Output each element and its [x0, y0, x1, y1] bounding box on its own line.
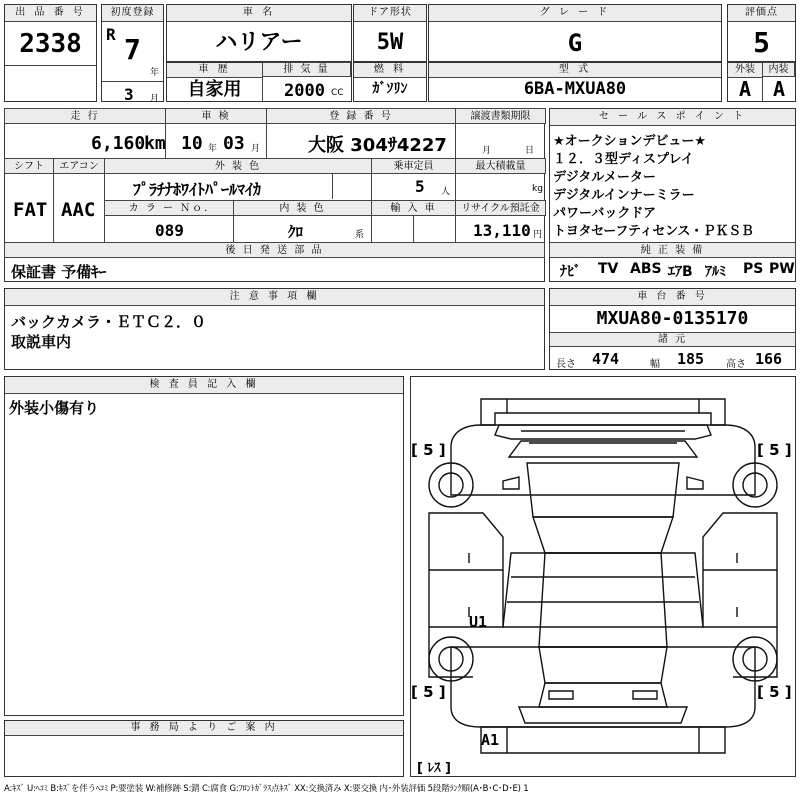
- inspection-label: 車 検: [165, 108, 267, 124]
- first-reg-year: 7: [124, 33, 141, 66]
- exterior-color-value: ﾌﾟﾗﾁﾅﾎﾜｲﾄﾊﾟｰﾙﾏｲｶ: [133, 180, 262, 199]
- sales-point-2: １２．３型ディスプレイ: [553, 152, 694, 167]
- history-value: 自家用: [187, 79, 242, 100]
- damage-mark-u1: U1: [469, 613, 488, 631]
- spec-height-value: 166: [755, 350, 783, 368]
- grade-value: G: [567, 29, 583, 57]
- interior-color-value: ｸﾛ: [288, 223, 304, 241]
- spec-height-label: 高さ: [726, 359, 746, 370]
- ext-int-box: [727, 62, 796, 102]
- max-load-label: 最大積載量: [455, 158, 546, 174]
- fuel-value: ｶﾞｿﾘﾝ: [372, 81, 408, 97]
- spec-length-value: 474: [592, 350, 620, 368]
- capacity-value: 5: [415, 177, 425, 196]
- inspection-month-unit: 月: [251, 144, 261, 154]
- tire-rear-right-score: [ 5 ]: [757, 683, 792, 701]
- shift-label: シフト: [4, 158, 54, 174]
- sales-points-label: セ ー ル ス ポ イ ン ト: [550, 109, 795, 126]
- inspection-year-unit: 年: [208, 144, 218, 154]
- spec-label: 諸 元: [549, 332, 796, 347]
- mileage-value: 6,160: [91, 133, 146, 154]
- chassis-value: MXUA80-0135170: [596, 308, 749, 329]
- inspector-box: [4, 376, 404, 716]
- shift-value: FAT: [13, 199, 48, 221]
- history-box: [166, 62, 352, 102]
- sales-point-1: ★オークションデビュー★: [553, 134, 707, 149]
- later-parts-label: 後 日 発 送 部 品: [4, 242, 545, 258]
- sales-points-box: [549, 108, 796, 282]
- grade-box: [428, 4, 722, 62]
- import-label: 輸 入 車: [371, 200, 456, 216]
- damage-mark-a1: A1: [481, 731, 500, 749]
- car-name-value: ハリアー: [215, 30, 303, 55]
- lot-label: 出 品 番 号: [5, 5, 96, 22]
- car-name-label: 車 名: [167, 5, 351, 22]
- chassis-label: 車 台 番 号: [550, 289, 795, 306]
- later-parts-value: 保証書 予備ｷｰ: [11, 263, 107, 281]
- sales-point-4: デジタルインナーミラー: [553, 188, 695, 203]
- office-box: [4, 720, 404, 777]
- office-label: 事 務 局 よ り ご 案 内: [5, 721, 403, 736]
- interior-label: 内装: [762, 62, 795, 77]
- notes-line-1: バックカメラ・ＥＴＣ２．０: [11, 313, 207, 331]
- color-no-value: 089: [155, 221, 184, 240]
- month-unit: 月: [150, 94, 160, 104]
- score-label: 評価点: [728, 5, 795, 22]
- tire-front-left-score: [ 5 ]: [411, 441, 446, 459]
- equipment-item-pw: PW: [769, 261, 795, 277]
- notes-line-2: 取説車内: [11, 333, 72, 351]
- aircon-value: AAC: [61, 199, 96, 221]
- door-value: 5W: [376, 30, 404, 55]
- inspector-note: 外装小傷有り: [9, 399, 100, 417]
- first-registration-box: [101, 4, 164, 102]
- spec-length-label: 長さ: [556, 359, 576, 370]
- door-label: ドア形状: [354, 5, 426, 22]
- model-label: 型 式: [429, 63, 721, 78]
- fuel-box: [353, 62, 427, 102]
- notes-box: [4, 288, 545, 370]
- transfer-label: 譲渡書類期限: [455, 108, 546, 124]
- score-value: 5: [753, 26, 770, 59]
- equipment-item-tv: TV: [598, 261, 619, 277]
- capacity-unit: 人: [441, 187, 451, 197]
- inspector-label: 検 査 員 記 入 欄: [5, 377, 403, 394]
- car-damage-diagram: [411, 377, 795, 776]
- sales-point-3: デジタルメーター: [553, 170, 656, 185]
- displacement-value: 2000: [284, 81, 325, 101]
- model-value: 6BA-MXUA80: [523, 79, 627, 99]
- inspection-month: 03: [223, 133, 245, 154]
- era-letter: R: [106, 25, 116, 44]
- door-box: [353, 4, 427, 62]
- interior-value: A: [772, 77, 786, 101]
- exterior-value: A: [738, 77, 752, 101]
- displacement-label: 排 気 量: [262, 62, 351, 77]
- grade-label: グ レ ー ド: [429, 5, 721, 22]
- year-unit: 年: [150, 68, 160, 78]
- model-box: [428, 62, 722, 102]
- interior-color-label: 内 装 色: [233, 200, 372, 216]
- equipment-item-abs: ABS: [630, 261, 662, 277]
- recycle-unit: 円: [533, 230, 543, 240]
- notes-label: 注 意 事 項 欄: [5, 289, 544, 306]
- max-load-unit: kg: [532, 184, 543, 194]
- equipment-label: 純 正 装 備: [549, 242, 796, 258]
- legend-text: A:ｷｽﾞ U:ﾍｺﾐ B:ｷｽﾞを伴うﾍｺﾐ P:要塗装 W:補修跡 S:錆 C:腐食 G:ﾌﾛﾝﾄｶﾞﾗｽ点ｷｽﾞ XX:交換済み X:要交換 内･外装評価 5段階ﾗﾝｸ順(A･B･C･D･E) 1: [4, 784, 529, 794]
- equipment-item-airbag: ｴｱB: [668, 264, 693, 280]
- fuel-label: 燃 料: [354, 63, 426, 78]
- first-reg-month: 3: [124, 85, 134, 104]
- plate-value: 大阪 304ｻ4227: [308, 135, 447, 156]
- spec-width-value: 185: [677, 350, 705, 368]
- main-info-box: [4, 108, 545, 282]
- spec-width-label: 幅: [650, 359, 660, 370]
- sales-point-5: パワーバックドア: [553, 206, 656, 221]
- equipment-item-alumi: ｱﾙﾐ: [705, 264, 726, 280]
- mileage-label: 走 行: [4, 108, 166, 124]
- displacement-unit: CC: [331, 88, 344, 98]
- score-box: [727, 4, 796, 62]
- spare-tire-note: [ ﾚｽ ]: [417, 761, 451, 776]
- sales-point-6: トヨタセーフティセンス・ＰＫＳＢ: [553, 224, 754, 239]
- inspection-year: 10: [181, 133, 203, 154]
- equipment-item-ps: PS: [743, 261, 764, 277]
- lot-box: [4, 4, 97, 102]
- capacity-label: 乗車定員: [371, 158, 456, 174]
- interior-color-unit: 系: [355, 230, 365, 240]
- mileage-unit: km: [144, 133, 166, 154]
- car-name-box: [166, 4, 352, 62]
- aircon-label: エアコン: [53, 158, 105, 174]
- tire-front-right-score: [ 5 ]: [757, 441, 792, 459]
- damage-diagram-box: [410, 376, 796, 777]
- transfer-day-unit: 日: [525, 146, 535, 156]
- transfer-month-unit: 月: [482, 146, 492, 156]
- recycle-label: リサイクル預託金: [455, 200, 546, 216]
- chassis-box: [549, 288, 796, 370]
- history-label: 車 歴: [167, 63, 262, 78]
- exterior-label: 外装: [728, 63, 762, 78]
- lot-number: 2338: [19, 29, 82, 59]
- plate-label: 登 録 番 号: [266, 108, 456, 124]
- exterior-color-label: 外 装 色: [104, 158, 372, 174]
- tire-rear-left-score: [ 5 ]: [411, 683, 446, 701]
- equipment-item-navi: ﾅﾋﾞ: [560, 264, 581, 280]
- color-no-label: カ ラ ー Ｎｏ.: [104, 200, 234, 216]
- first-registration-label: 初度登録: [102, 5, 163, 22]
- recycle-value: 13,110: [473, 221, 531, 240]
